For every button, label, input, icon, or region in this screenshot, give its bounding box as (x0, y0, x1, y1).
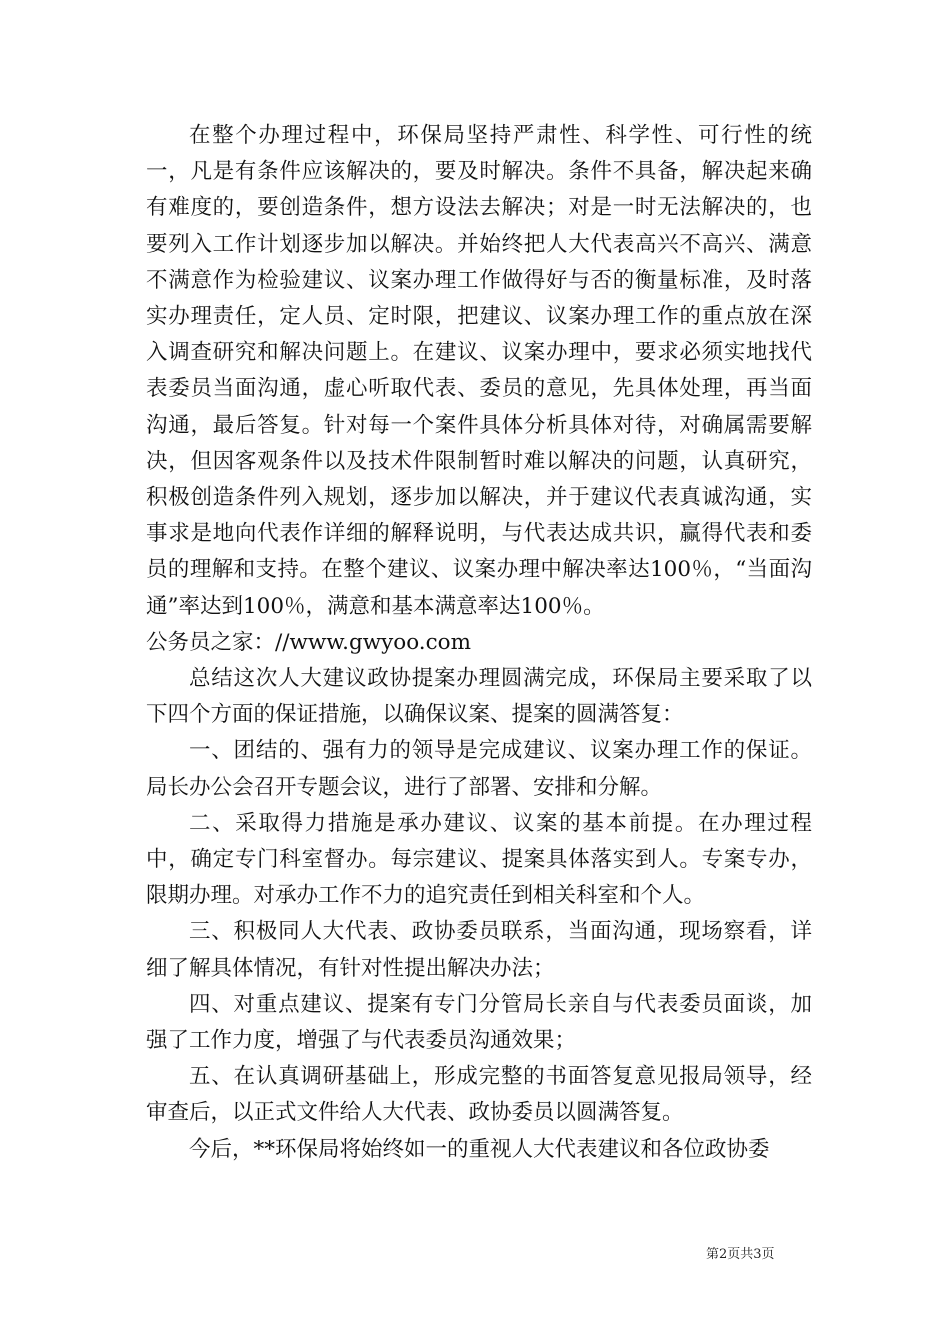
paragraph-measure-1: 一、团结的、强有力的领导是完成建议、议案办理工作的保证。局长办公会召开专题会议，进行了部署、安排和分解。 (146, 738, 812, 800)
paragraph-handling-process: 在整个办理过程中，环保局坚持严肃性、科学性、可行性的统一，凡是有条件应该解决的，要及时解决。条件不具备，解决起来确有难度的，要创造条件，想方设法去解决；对是一时无法解决的，也要列入工作计划逐步加以解决。并始终把人大代表高兴不高兴、满意不满意作为检验建议、议案办理工作做得好与否的衡量标准，及时落实办理责任，定人员、定时限，把建议、议案办理工作的重点放在深入调查研究和解决问题上。在建议、议案办理中，要求必须实地找代表委员当面沟通，虚心听取代表、委员的意见，先具体处理，再当面沟通，最后答复。针对每一个案件具体分析具体对待，对确属需要解决，但因客观条件以及技术件限制暂时难以解决的问题，认真研究，积极创造条件列入规划，逐步加以解决，并于建议代表真诚沟通，实事求是地向代表作详细的解释说明，与代表达成共识，赢得代表和委员的理解和支持。在整个建议、议案办理中解决率达100％，“当面沟通”率达到100％，满意和基本满意率达100％。 (146, 123, 812, 619)
paragraph-measure-5: 五、在认真调研基础上，形成完整的书面答复意见报局领导，经审查后，以正式文件给人大代表、政协委员以圆满答复。 (146, 1064, 812, 1126)
paragraph-closing: 今后，**环保局将始终如一的重视人大代表建议和各位政协委 (189, 1136, 770, 1162)
paragraph-source-line: 公务员之家：//www.gwyoo.com (146, 629, 472, 655)
page-number-footer: 第2页共3页 (706, 1247, 775, 1262)
paragraph-summary: 总结这次人大建议政协提案办理圆满完成，环保局主要采取了以下四个方面的保证措施，以确保议案、提案的圆满答复： (146, 666, 812, 728)
paragraph-measure-4: 四、对重点建议、提案有专门分管局长亲自与代表委员面谈，加强了工作力度，增强了与代表委员沟通效果； (146, 991, 812, 1054)
paragraph-measure-2: 二、采取得力措施是承办建议、议案的基本前提。在办理过程中，确定专门科室督办。每宗建议、提案具体落实到人。专案专办，限期办理。对承办工作不力的追究责任到相关科室和个人。 (146, 810, 812, 909)
document-body (146, 118, 812, 1168)
paragraph-measure-3: 三、积极同人大代表、政协委员联系，当面沟通，现场察看，详细了解具体情况，有针对性提出解决办法； (146, 919, 812, 981)
